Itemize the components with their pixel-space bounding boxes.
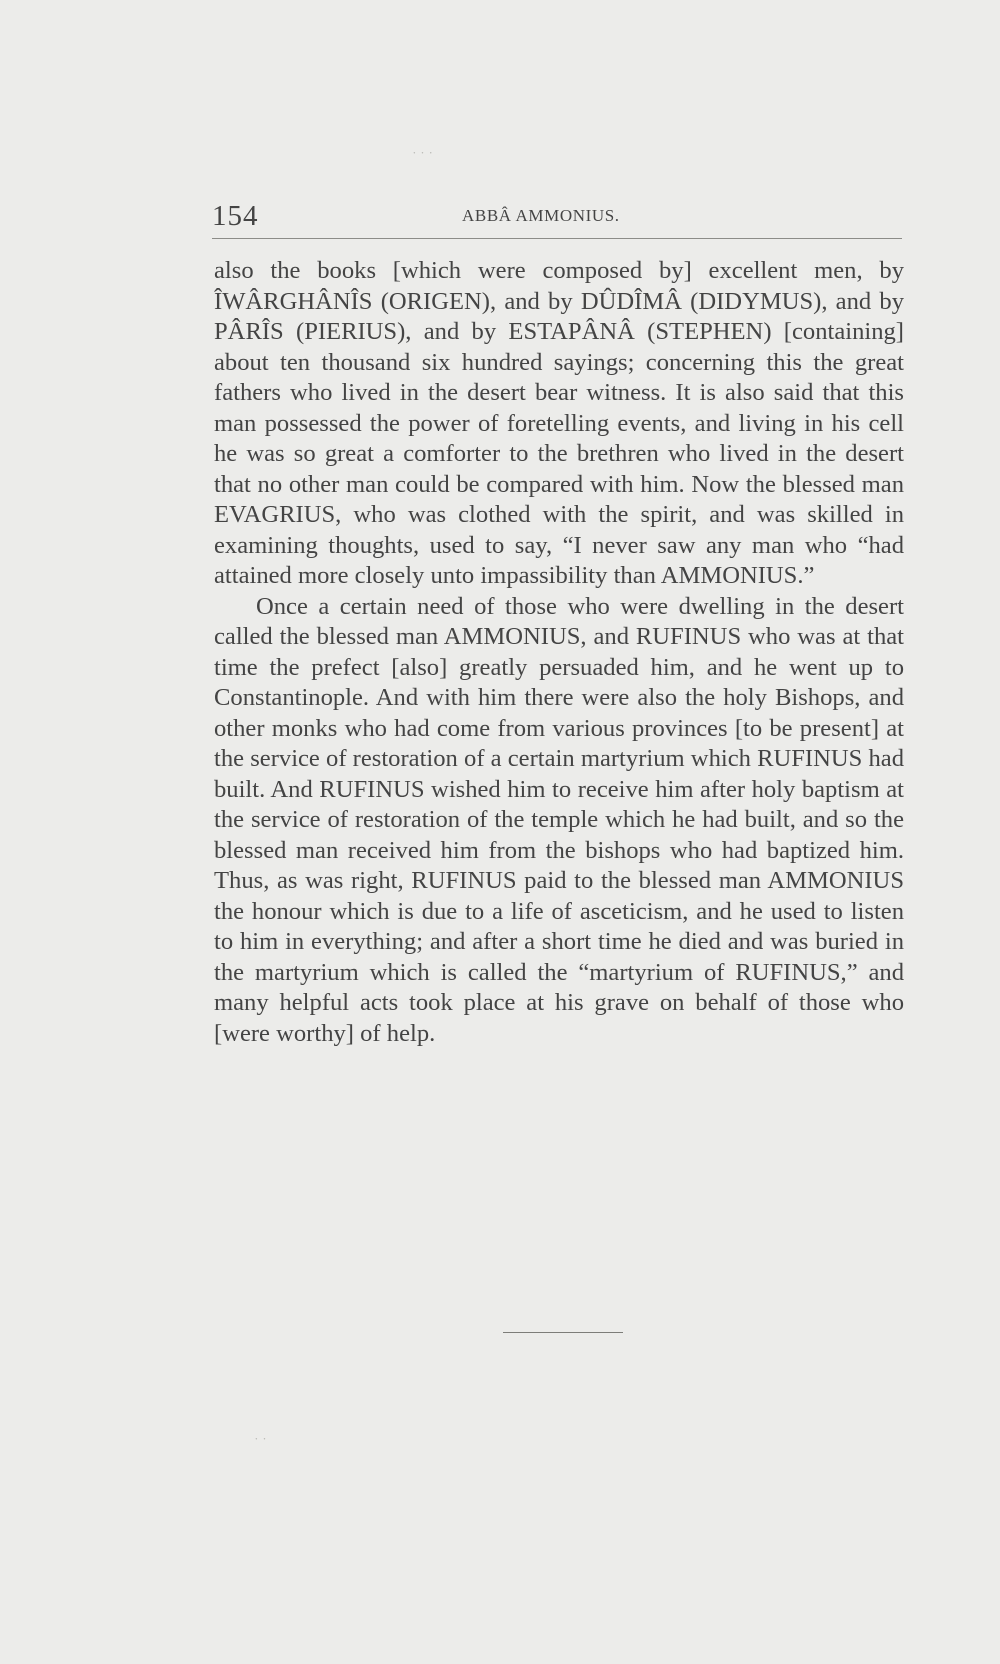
running-header	[212, 198, 902, 239]
paragraph: also the books [which were composed by] excellent men, by ÎWÂRGHÂNÎS (ORIGEN), and by DÛDÎMÂ (DIDYMUS), and by PÂRÎS (PIERIUS), and by ESTAPÂNÂ (STEPHEN) [containing] about ten thousand six hundred sayings; concerning this the great fathers who lived in the desert bear witness. It is also said that this man possessed the power of foretelling events, and living in his cell he was so great a comforter to the brethren who lived in the desert that no other man could be compared with him. Now the blessed man EVAGRIUS, who was clothed with the spirit, and was skilled in examining thoughts, used to say, “I never saw any man who “had attained more closely unto impassibility than AMMONIUS.”	[214, 257, 904, 589]
page-number: 154	[212, 200, 259, 232]
print-speck: ˙ ˙ ˙	[412, 150, 433, 165]
running-title: ABBÂ AMMONIUS.	[462, 206, 620, 225]
end-rule	[503, 1332, 623, 1333]
paragraph: Once a certain need of those who were dwelling in the desert called the blessed man AMMONIUS, and RUFINUS who was at that time the prefect [also] greatly persuaded him, and he went up to Constantinople. And with him there were also the holy Bishops, and other monks who had come from various provinces [to be present] at the service of restoration of a certain martyrium which RUFINUS had built. And RUFINUS wished him to receive him after holy baptism at the service of restoration of the temple which he had built, and so the blessed man received him from the bishops who had baptized him. Thus, as was right, RUFINUS paid to the blessed man AMMONIUS the honour which is due to a life of asceticism, and he used to listen to him in everything; and after a short time he died and was buried in the martyrium which is called the “martyrium of RUFINUS,” and many helpful acts took place at his grave on behalf of those who [were worthy] of help.	[214, 592, 904, 1047]
print-speck: ˙ ˙	[254, 1436, 267, 1451]
body-text	[214, 256, 904, 1049]
